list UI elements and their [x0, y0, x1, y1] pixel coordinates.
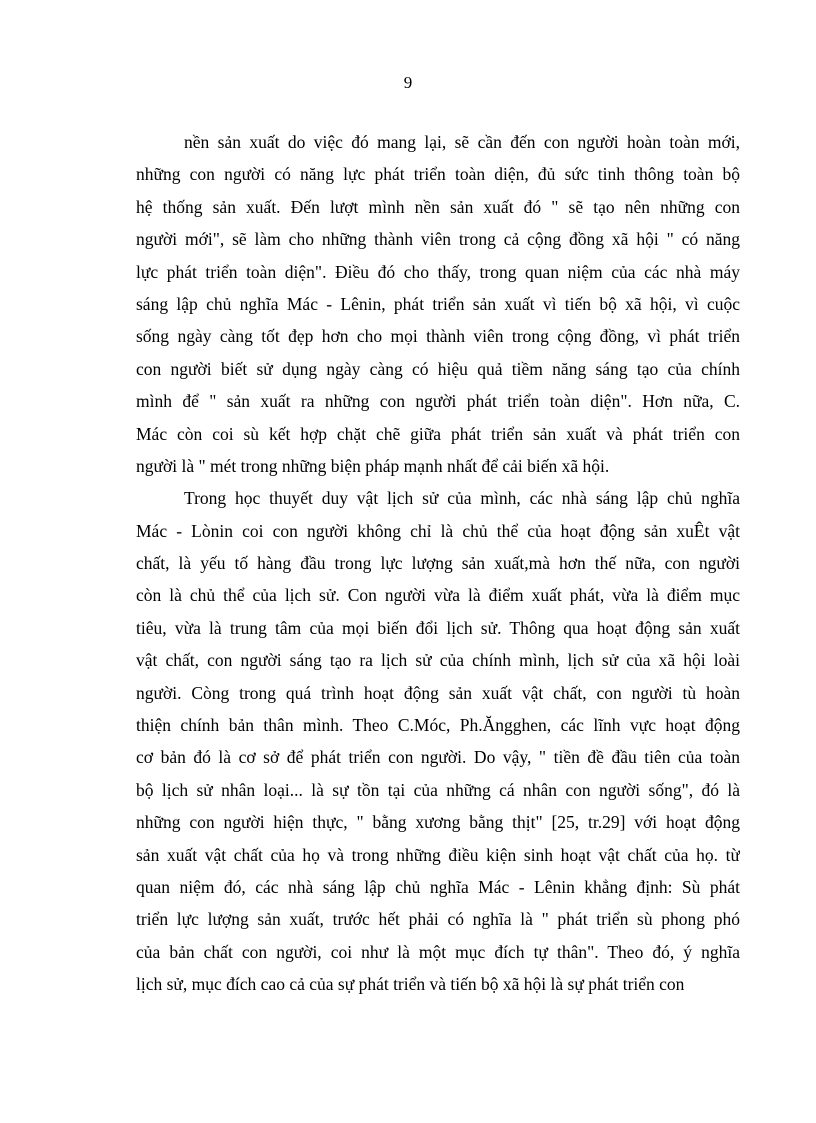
text-line: vật chất, con người sáng tạo ra lịch sử của chính mình, lịch sử của xã hội loài	[136, 650, 740, 671]
text-line: bộ lịch sử nhân loại... là sự tồn tại của những cá nhân con người sống", đó là	[136, 779, 740, 800]
text-line: quan niệm đó, các nhà sáng lập chủ nghĩa Mác - Lênin khẳng định: Sù phát	[136, 876, 740, 897]
text-line: tiêu, vừa là trung tâm của mọi biến đổi lịch sử. Thông qua hoạt động sản xuất	[136, 617, 740, 638]
text-line: hệ thống sản xuất. Đến lượt mình nền sản xuất đó " sẽ tạo nên những con	[136, 196, 740, 217]
text-line: lực phát triển toàn diện". Điều đó cho thấy, trong quan niệm của các nhà máy	[136, 261, 740, 282]
text-line: người mới", sẽ làm cho những thành viên trong cả cộng đồng xã hội " có năng	[136, 229, 740, 250]
text-line: những con người có năng lực phát triển toàn diện, đủ sức tinh thông toàn bộ	[136, 164, 740, 185]
text-line: người. Còng trong quá trình hoạt động sản xuất vật chất, con người tù hoàn	[136, 682, 740, 703]
text-line: sống ngày càng tốt đẹp hơn cho mọi thành viên trong cộng đồng, vì phát triển	[136, 326, 740, 347]
text-line: chất, là yếu tố hàng đầu trong lực lượng sản xuất,mà hơn thế nữa, con người	[136, 553, 740, 574]
text-line: của bản chất con người, coi như là một mục đích tự thân". Theo đó, ý nghĩa	[136, 941, 740, 962]
text-line: Mác - Lònin coi con người không chỉ là chủ thể của hoạt động sản xuÊt vật	[136, 520, 740, 541]
text-line: những con người hiện thực, " bằng xương bằng thịt" [25, tr.29] với hoạt động	[136, 812, 740, 833]
text-line: lịch sử, mục đích cao cả của sự phát triển và tiến bộ xã hội là sự phát triển con	[136, 974, 685, 995]
paragraph	[136, 126, 740, 482]
text-line: Trong học thuyết duy vật lịch sử của mình, các nhà sáng lập chủ nghĩa	[184, 488, 740, 509]
text-line: nền sản xuất do việc đó mang lại, sẽ cần đến con người hoàn toàn mới,	[184, 132, 740, 152]
text-line: thiện chính bản thân mình. Theo C.Móc, Ph.Ăngghen, các lĩnh vực hoạt động	[136, 715, 740, 736]
text-line: Mác còn coi sù kết hợp chặt chẽ giữa phát triển sản xuất và phát triển con	[136, 423, 740, 444]
text-line: cơ bản đó là cơ sở để phát triển con người. Do vậy, " tiền đề đầu tiên của toàn	[136, 747, 740, 768]
page-number: 9	[403, 73, 413, 92]
text-line: triển lực lượng sản xuất, trước hết phải có nghĩa là " phát triển sù phong phó	[136, 909, 740, 930]
body-text	[136, 126, 740, 1001]
paragraph	[136, 482, 740, 1000]
text-line: người là " mét trong những biện pháp mạnh nhất để cải biến xã hội.	[136, 455, 610, 476]
text-line: con người biết sử dụng ngày càng có hiệu quả tiềm năng sáng tạo của chính	[136, 358, 740, 379]
text-line: còn là chủ thể của lịch sử. Con người vừa là điểm xuất phát, vừa là điểm mục	[136, 585, 740, 606]
text-line: mình để " sản xuất ra những con người phát triển toàn diện". Hơn nữa, C.	[136, 391, 740, 412]
text-line: sáng lập chủ nghĩa Mác - Lênin, phát triển sản xuất vì tiến bộ xã hội, vì cuộc	[136, 293, 740, 314]
text-line: sản xuất vật chất của họ và trong những điều kiện sinh hoạt vật chất của họ. từ	[136, 844, 740, 865]
